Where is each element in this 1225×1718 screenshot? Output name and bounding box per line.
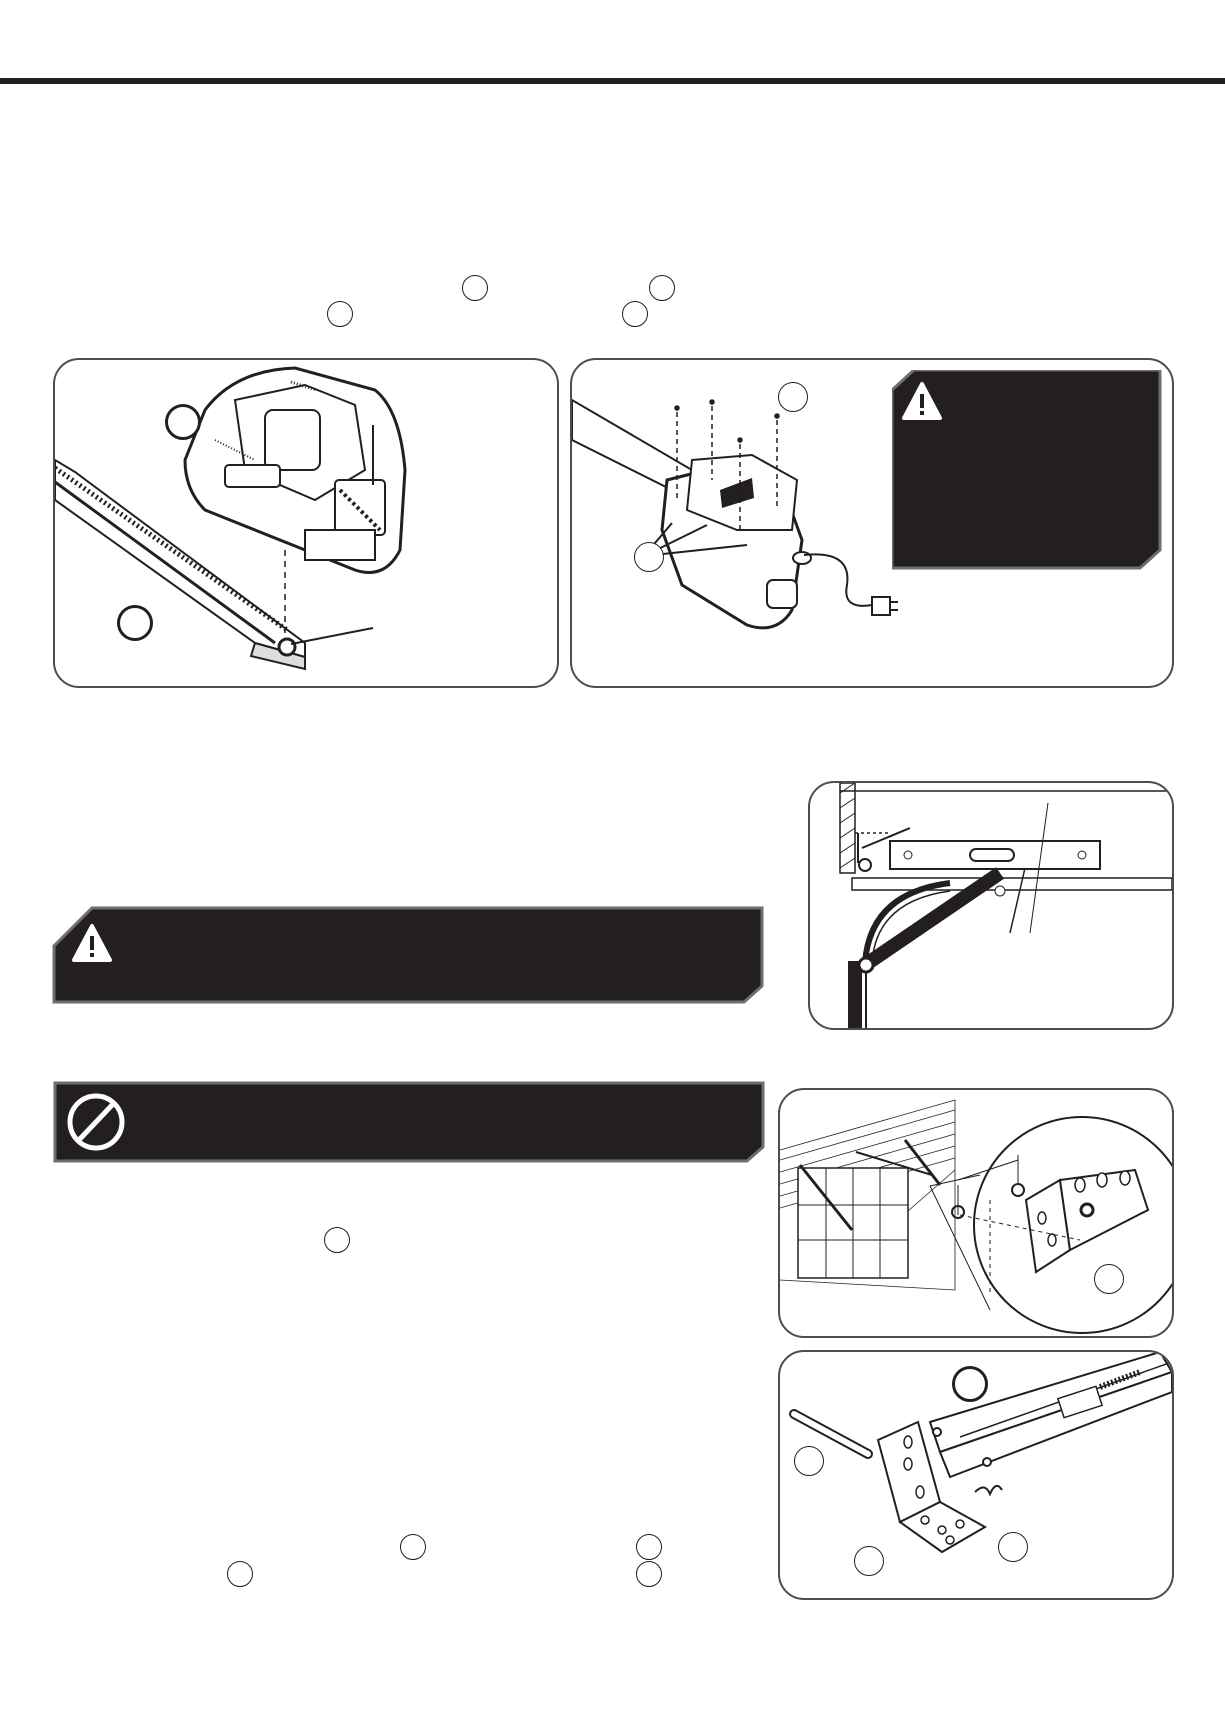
callout-circle <box>327 301 353 327</box>
callout-circle <box>117 605 153 641</box>
callout-circle <box>636 1561 662 1587</box>
callout-circle <box>649 275 675 301</box>
warning-banner <box>52 906 764 1004</box>
callout-circle <box>462 275 488 301</box>
header-level-drawing <box>810 783 1172 1028</box>
callout-circle <box>1094 1264 1124 1294</box>
callout-circle <box>778 382 808 412</box>
callout-circle <box>854 1546 884 1576</box>
callout-circle <box>622 301 648 327</box>
header-bracket-drawing <box>780 1090 1172 1336</box>
warning-box <box>892 370 1162 570</box>
callout-circle <box>400 1534 426 1560</box>
illustration-hardware-parts <box>778 1350 1174 1600</box>
callout-circle <box>636 1534 662 1560</box>
callout-circle <box>998 1532 1028 1562</box>
header-rule <box>0 78 1225 84</box>
callout-circle <box>794 1446 824 1476</box>
callout-circle <box>952 1366 988 1402</box>
illustration-motor-fastening <box>570 358 1174 688</box>
illustration-header-level <box>808 781 1174 1030</box>
callout-circle <box>227 1561 253 1587</box>
prohibition-banner <box>53 1081 765 1163</box>
illustration-motor-on-rail <box>53 358 559 688</box>
callout-circle <box>634 542 664 572</box>
illustration-header-bracket <box>778 1088 1174 1338</box>
callout-circle <box>165 404 201 440</box>
callout-circle <box>324 1227 350 1253</box>
